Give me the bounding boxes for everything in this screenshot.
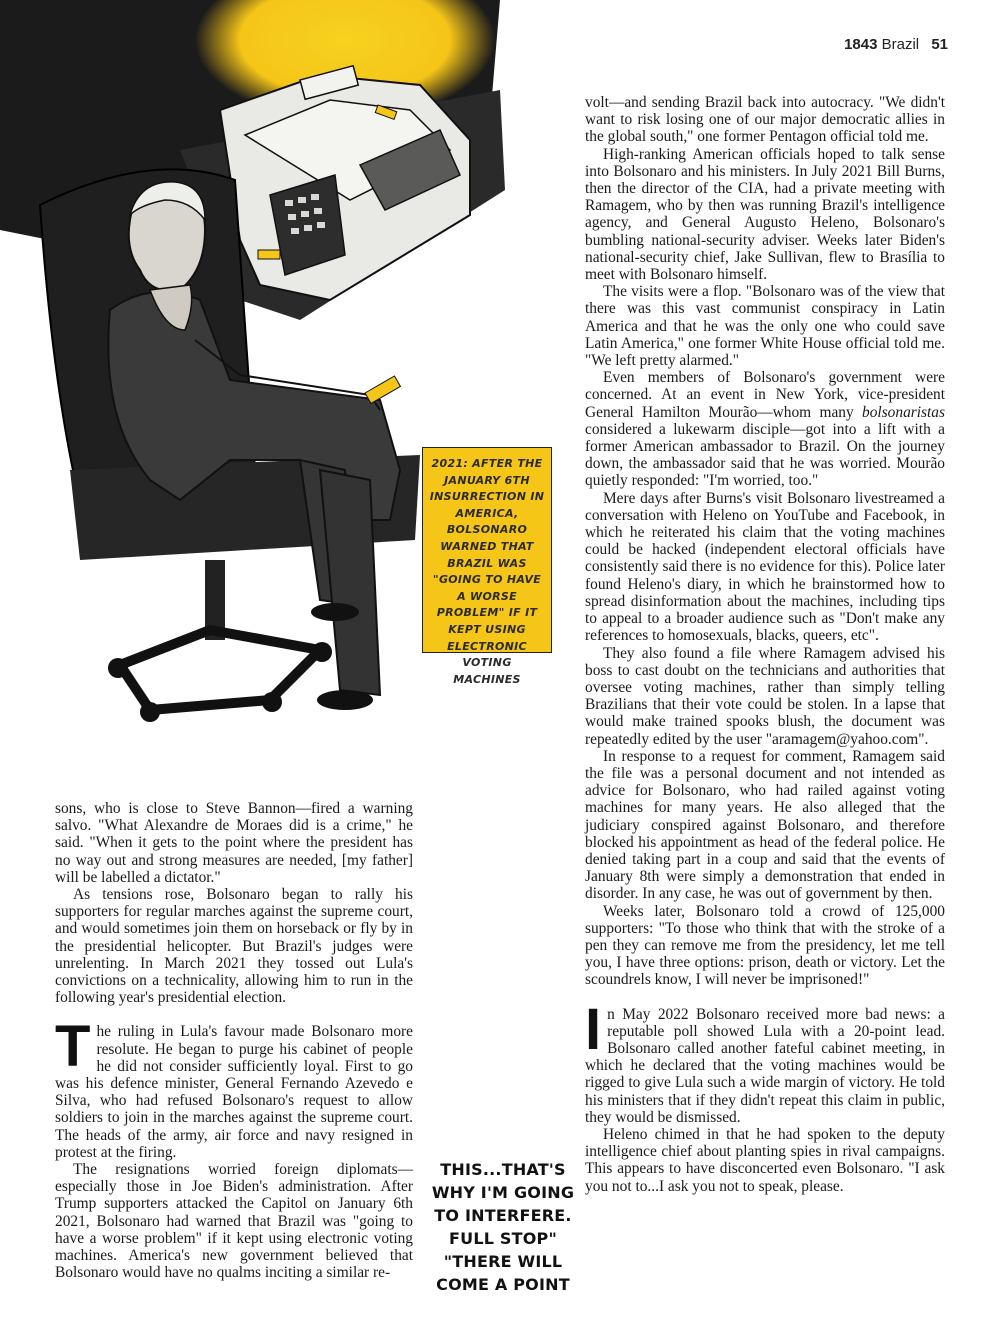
paragraph-text: Even members of Bolsonaro's government were concerned. At an event in New York, vice-president General Hamilton Mourão—whom many — [585, 369, 945, 421]
paragraph: High-ranking American officials hoped to talk sense into Bolsonaro and his ministers. In July 2021 Bill Burns, then the director of the CIA, had a private meeting with Ramagem, who by then was running Brazil's intelligence agency, and General Augusto Heleno, Bolsonaro's bumbling national-security adviser. Weeks later Biden's national-security chief, Jake Sullivan, flew to Brasília to meet with Bolsonaro himself. — [585, 145, 945, 284]
pull-quote-line: THIS...THAT'S — [440, 1160, 566, 1179]
publication-name: 1843 — [844, 36, 878, 53]
paragraph: The resignations worried foreign diplomats—especially those in Joe Biden's administration. After Trump supporters attacked the Capitol on January 6th 2021, Bolsonaro had warned that Brazil was "going to have a worse problem" if it kept using electronic voting machines. America's new government believed that Bolsonaro would have no qualms inciting a similar re- — [55, 1161, 413, 1282]
illustration-caption: 2021: AFTER THE JANUARY 6TH INSURRECTION IN AMERICA, BOLSONARO WARNED THAT BRAZIL WAS "GOING TO HAVE A WORSE PROBLEM" IF IT KEPT USING ELECTRONIC VOTING MACHINES — [422, 447, 552, 653]
left-column — [55, 800, 413, 1281]
paragraph — [585, 369, 945, 489]
paragraph: Heleno chimed in that he had spoken to the deputy intelligence chief about planting spies in rival campaigns. This appears to have disconcerted even Bolsonaro. "I ask you not to...I ask you not to speak, please. — [585, 1125, 945, 1195]
paragraph-with-drop-cap — [55, 1014, 413, 1161]
pull-quote-line: "THERE WILL — [443, 1252, 563, 1271]
paragraph: The visits were a flop. "Bolsonaro was of the view that there was this vast communist conspiracy in Latin America and that he was the only one who could save Latin America," one former White House official told me. "We left pretty alarmed." — [585, 283, 945, 370]
paragraph: In response to a request for comment, Ramagem said the file was a personal document and not intended as advice for Bolsonaro, who had railed against voting machines for many years. He also alleged that the judiciary conspired against Bolsonaro, and therefore blocked his appointment as head of the federal police. He denied taking part in a coup and said that the events of January 8th were simply a demonstration that ended in disorder. In any case, he was out of government by then. — [585, 747, 945, 903]
paragraph: Weeks later, Bolsonaro told a crowd of 125,000 supporters: "To those who think that with the stroke of a pen they can remove me from the presidency, let me tell you, I have three options: prison, death or victory. Let the scoundrels know, I will never be imprisoned!" — [585, 902, 945, 989]
italic-term: bolsonaristas — [862, 403, 945, 421]
paragraph: Mere days after Burns's visit Bolsonaro livestreamed a conversation with Heleno on YouTube and Facebook, in which he reiterated his claim that the voting machines could be hacked (independent electoral officials have consistently said there is no evidence for this). Police later found Heleno's diary, in which he brainstormed how to spread disinformation about the machines, including tips to appeal to a broader audience such as "Don't make any references to homosexuals, blacks, queers, etc". — [585, 489, 945, 645]
running-header — [844, 36, 948, 53]
right-column — [585, 94, 945, 1195]
section-name: Brazil — [881, 36, 920, 53]
pull-quote — [428, 1158, 578, 1296]
paragraph-text: n May 2022 Bolsonaro received more bad news: a reputable poll showed Lula with a 20-point lead. Bolsonaro called another fateful cabinet meeting, in which he declared that the voting machines would be rigged to give Lula such a wide margin of victory. He told his ministers that if they didn't repeat this claim in public, they would be dismissed. — [585, 1005, 945, 1126]
paragraph: As tensions rose, Bolsonaro began to rally his supporters for regular marches against the supreme court, and would sometimes join them on horseback or fly by in the presidential helicopter. But Brazil's judges were unrelenting. In March 2021 they tossed out Lula's convictions on a technicality, allowing him to run in the following year's presidential election. — [55, 886, 413, 1007]
paragraph-text: he ruling in Lula's favour made Bolsonaro more resolute. He began to purge his cabinet of people he did not consider sufficiently loyal. First to go was his defence minister, General Fernando Azevedo e Silva, who had refused Bolsonaro's request to allow soldiers to join in the marches against the supreme court. The heads of the army, air force and navy resigned in protest at the firing. — [55, 1023, 413, 1161]
pull-quote-line: FULL STOP" — [449, 1229, 557, 1248]
pull-quote-line: WHY I'M GOING — [431, 1183, 575, 1202]
drop-cap: T — [55, 1014, 91, 1080]
paragraph: They also found a file where Ramagem advised his boss to cast doubt on the technicians and authorities that oversee voting machines, rather than simply telling Brazilians that their vote could be stolen. In a lapse that would make trained spooks blush, the document was repeatedly edited by the user "aramagem@yahoo.com". — [585, 644, 945, 748]
paragraph: sons, who is close to Steve Bannon—fired a warning salvo. "What Alexandre de Moraes did is a crime," he said. "When it gets to the point where the president has no way out and strong measures are needed, [my father] will be labelled a dictator." — [55, 800, 413, 886]
paragraph: volt—and sending Brazil back into autocracy. "We didn't want to risk losing one of our major democratic allies in the global south," one former Pentagon official told me. — [585, 94, 945, 146]
page-number: 51 — [931, 36, 948, 53]
pull-quote-line: TO INTERFERE. — [434, 1206, 572, 1225]
paragraph-with-drop-cap — [585, 996, 945, 1126]
drop-cap: I — [585, 996, 602, 1062]
pull-quote-line: COME A POINT — [436, 1275, 570, 1294]
paragraph-text: considered a lukewarm disciple—got into a lift with a former American ambassador to Brazil. On the journey down, the ambassador said that he was worried. Mourão quietly responded: "I'm worried, too." — [585, 420, 945, 490]
